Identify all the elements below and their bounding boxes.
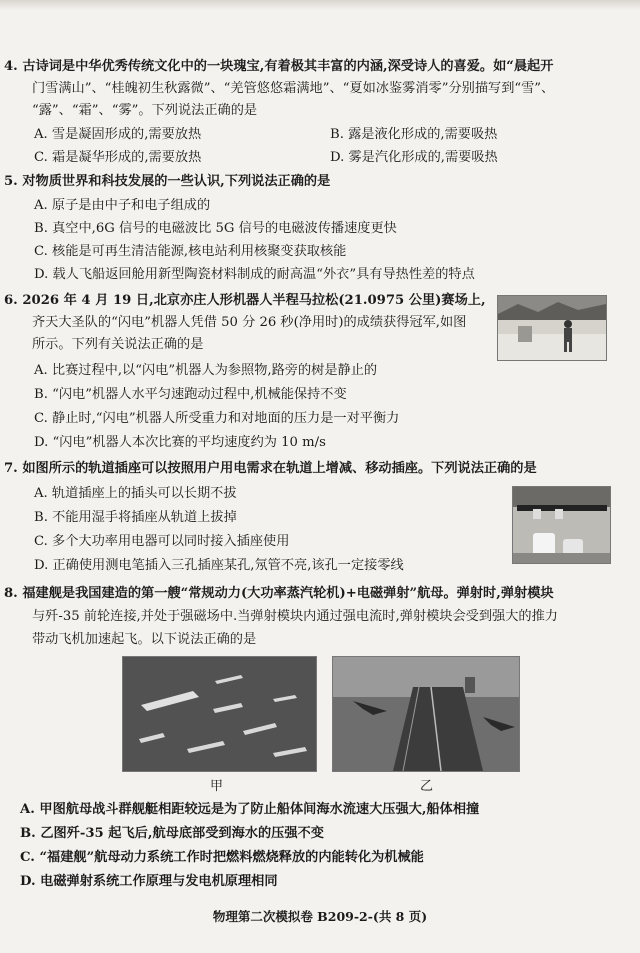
carrier-group-photo (122, 656, 317, 772)
q6-option-c: C. 静止时,“闪电”机器人所受重力和对地面的压力是一对平衡力 (34, 411, 400, 426)
q8-stem-line1: 8. 福建舰是我国建造的第一艘“常规动力(大功率蒸汽轮机)+电磁弹射”航母。弹射时,弹射模块 (4, 586, 554, 601)
q8-option-b: B. 乙图歼-35 起飞后,航母底部受到海水的压强不变 (20, 826, 324, 841)
q6-option-a: A. 比赛过程中,以“闪电”机器人为参照物,路旁的树是静止的 (34, 363, 378, 378)
q7-option-d: D. 正确使用测电笔插入三孔插座某孔,氖管不亮,该孔一定接零线 (34, 558, 404, 573)
q8-option-a: A. 甲图航母战斗群舰艇相距较远是为了防止船体间海水流速大压强大,船体相撞 (20, 802, 480, 817)
q7-stem: 7. 如图所示的轨道插座可以按照用户用电需求在轨道上增减、移动插座。下列说法正确的是 (4, 461, 537, 476)
q5-stem: 5. 对物质世界和科技发展的一些认识,下列说法正确的是 (4, 174, 331, 189)
q6-option-d: D. “闪电”机器人本次比赛的平均速度约为 10 m/s (34, 435, 326, 450)
q8-option-d: D. 电磁弹射系统工作原理与发电机原理相同 (20, 874, 278, 889)
q6-stem-line2: 齐天大圣队的“闪电”机器人凭借 50 分 26 秒(净用时)的成绩获得冠军,如图 (32, 315, 467, 330)
q4-stem-line2: 门雪满山”、“桂魄初生秋露微”、“羌管悠悠霜满地”、“夏如冰鉴雾消零”分别描写到“雪”、 (32, 81, 555, 96)
q4-stem-line3: “露”、“霜”、“雾”。下列说法正确的是 (32, 103, 258, 118)
q6-option-b: B. “闪电”机器人水平匀速跑动过程中,机械能保持不变 (34, 387, 347, 402)
q4-option-a: A. 雪是凝固形成的,需要放热 (34, 127, 202, 142)
q7-option-a: A. 轨道插座上的插头可以长期不拔 (34, 486, 237, 501)
q6-stem-line3: 所示。下列有关说法正确的是 (32, 337, 204, 352)
robot-marathon-photo (497, 295, 607, 361)
q4-option-d: D. 雾是汽化形成的,需要吸热 (330, 150, 498, 165)
q8-stem-line3: 带动飞机加速起飞。以下说法正确的是 (32, 632, 257, 647)
q7-option-c: C. 多个大功率用电器可以同时接入插座使用 (34, 534, 290, 549)
track-socket-photo (512, 486, 611, 564)
page-footer: 物理第二次模拟卷 B209-2-(共 8 页) (212, 909, 428, 924)
figure-caption-yi: 乙 (420, 779, 434, 794)
fighter-takeoff-photo (332, 656, 520, 772)
figure-caption-jia: 甲 (210, 779, 224, 794)
q4-stem-line1: 4. 古诗词是中华优秀传统文化中的一块瑰宝,有着极其丰富的内涵,深受诗人的喜爱。如“晨起开 (4, 59, 554, 74)
q5-option-b: B. 真空中,6G 信号的电磁波比 5G 信号的电磁波传播速度更快 (34, 221, 397, 236)
q5-option-d: D. 载人飞船返回舱用新型陶瓷材料制成的耐高温“外衣”具有导热性差的特点 (34, 267, 475, 282)
q8-stem-line2: 与歼-35 前轮连接,并处于强磁场中.当弹射模块内通过强电流时,弹射模块会受到强大的推力 (32, 609, 558, 624)
q8-option-c: C. “福建舰”航母动力系统工作时把燃料燃烧释放的内能转化为机械能 (20, 850, 424, 865)
q5-option-c: C. 核能是可再生清洁能源,核电站利用核聚变获取核能 (34, 244, 347, 259)
q4-option-b: B. 露是液化形成的,需要吸热 (330, 127, 498, 142)
q7-option-b: B. 不能用湿手将插座从轨道上拔掉 (34, 510, 237, 525)
q5-option-a: A. 原子是由中子和电子组成的 (34, 198, 211, 213)
page-top-edge (0, 0, 640, 10)
q6-stem-line1: 6. 2026 年 4 月 19 日,北京亦庄人形机器人半程马拉松(21.0975 公里)赛场上, (4, 293, 486, 308)
q4-option-c: C. 霜是凝华形成的,需要放热 (34, 150, 202, 165)
